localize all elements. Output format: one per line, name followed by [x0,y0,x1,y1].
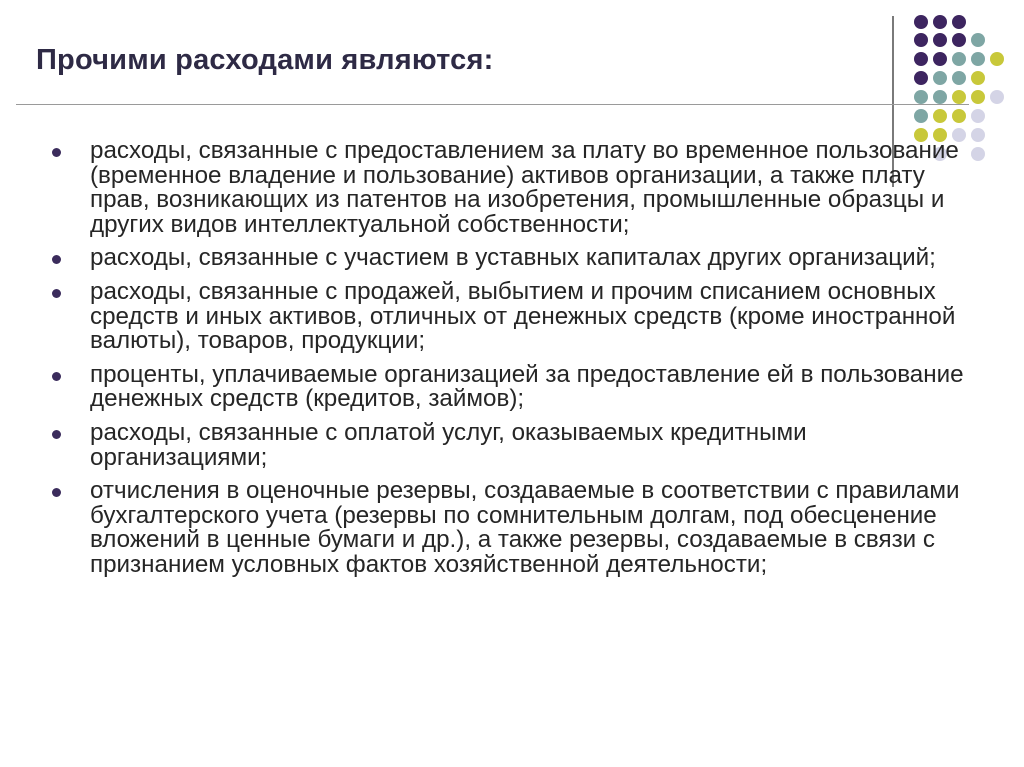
list-item-text: расходы, связанные с оплатой услуг, оказываемых кредитными организациями; [90,418,807,471]
decorative-dot [933,109,947,123]
decorative-dot [952,15,966,29]
decorative-dot [933,33,947,47]
decorative-dot [914,52,928,66]
decorative-dot [933,15,947,29]
decorative-dot [914,90,928,104]
decorative-dot [914,15,928,29]
decorative-dot [952,71,966,85]
bullet-list [52,139,982,587]
decorative-dot [971,71,985,85]
decorative-dot [933,52,947,66]
list-item-text: расходы, связанные с участием в уставных капиталах других организаций; [90,244,936,272]
decorative-dot [952,52,966,66]
bullet-dot [52,488,61,497]
list-item [52,360,982,413]
list-item-text: отчисления в оценочные резервы, создаваемые в соответствии с правилами бухгалтерского учета (резервы по сомнительным долгам, под обесценение вложений в ценные бумаги и др.), а также резервы, создаваемые в связи с признанием условных фактов хозяйственной деятельности; [90,477,960,578]
decorative-dot [971,109,985,123]
decorative-dot [971,33,985,47]
decorative-dot [952,90,966,104]
list-item [52,277,982,355]
decorative-dot [933,90,947,104]
decorative-dot [971,90,985,104]
list-item [52,479,982,577]
list-item [52,246,982,271]
decorative-dot [971,52,985,66]
bullet-dot [52,255,61,264]
bullet-dot [52,289,61,298]
list-item-text: проценты, уплачиваемые организацией за предоставление ей в пользование денежных средств (кредитов, займов); [90,360,964,413]
slide-title: Прочими расходами являются: [36,44,494,76]
decorative-dot [952,109,966,123]
bullet-dot [52,148,61,157]
decorative-dot [933,71,947,85]
decorative-dot [990,90,1004,104]
list-item-text: расходы, связанные с предоставлением за плату во временное пользование (временное владение и пользование) активов организации, а также плату прав, возникающих из патентов на изобретения, промышленные образцы и других видов интеллектуальной собственности; [90,137,959,238]
list-item-text: расходы, связанные с продажей, выбытием и прочим списанием основных средств и иных активов, отличных от денежных средств (кроме иностранной валюты), товаров, продукции; [90,277,956,355]
list-item [52,418,982,471]
decorative-dot [914,33,928,47]
decorative-dot [914,109,928,123]
decorative-dot [952,33,966,47]
list-item [52,139,982,237]
horizontal-divider [16,104,969,105]
decorative-dot [914,71,928,85]
decorative-dot [990,52,1004,66]
bullet-dot [52,372,61,381]
bullet-dot [52,430,61,439]
